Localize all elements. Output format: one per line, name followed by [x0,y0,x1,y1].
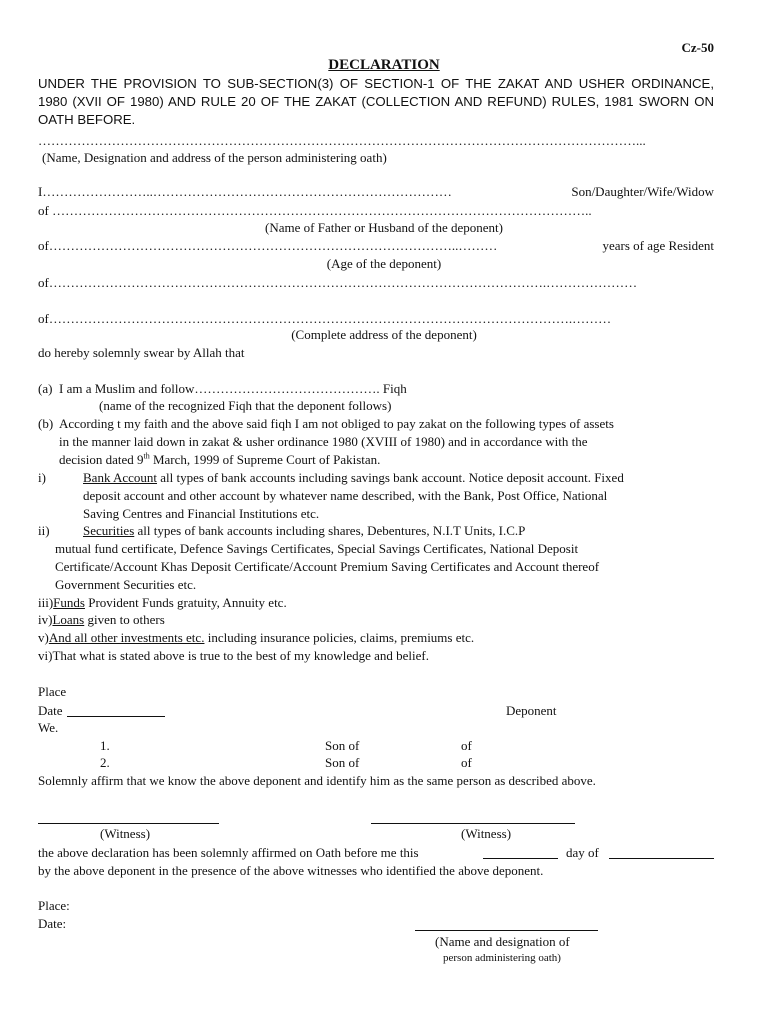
address-caption: (Complete address of the deponent) [291,327,477,342]
witness-2-signature-line[interactable] [371,823,575,824]
item-v-text: including insurance policies, claims, premiums etc. [204,630,475,645]
witness-1-signature-line[interactable] [38,823,219,824]
witness-row-1-son-of: Son of [325,738,360,753]
item-iv-text: given to others [84,612,165,627]
age-line [38,237,714,255]
oath-day-blank[interactable] [483,858,558,859]
place-label: Place [38,684,67,699]
item-v-label: v) [38,630,49,645]
father-name-blank: of …………………………………………………………………………………………………………….. [38,203,592,218]
funds-heading: Funds [53,595,85,610]
date-2-label: Date: [38,916,67,931]
oath-officer-caption: (Name, Designation and address of the person administering oath) [42,150,387,165]
item-ii-line-3: Certificate/Account Khas Deposit Certificate/Account Premium Saving Certificates and Account thereof [55,559,600,574]
item-v [38,629,474,647]
relation-options: Son/Daughter/Wife/Widow [571,184,714,199]
officer-caption-2: person administering oath) [443,952,561,964]
deponent-prefix: I [38,184,43,199]
item-i-text [83,469,714,523]
item-iv-label: iv) [38,612,53,627]
day-of-label: day of [566,845,599,860]
item-b-line-2: in the manner laid down in zakat & usher ordinance 1980 (XVIII of 1980) and in accordance with the [59,434,588,449]
bank-account-heading: Bank Account [83,470,158,485]
deponent-name-blank: ……………………..…………………………………………………………… [42,184,452,199]
officer-caption-1: (Name and designation of [435,934,570,949]
father-caption: (Name of Father or Husband of the deponent) [265,220,503,235]
intro-paragraph: UNDER THE PROVISION TO SUB-SECTION(3) OF SECTION-1 OF THE ZAKAT AND USHER ORDINANCE, 1980 (XVII OF 1980) AND RULE 20 OF THE ZAKAT (COLLECTION AND REFUND) RULES, 1981 SWORN ON OATH BEFORE. [38,76,714,127]
loans-heading: Loans [52,612,85,627]
witness-row-2-number: 2. [100,755,110,770]
age-blank: …………………………………………………………………………………..……… [48,238,498,253]
date-label: Date [38,703,63,718]
age-prefix: of [38,238,49,253]
item-ii-line-4: Government Securities etc. [55,577,197,592]
oath-month-blank[interactable] [609,858,714,859]
swear-statement: do hereby solemnly swear by Allah that [38,345,245,360]
item-b-label: (b) [38,416,54,431]
witness-row-2-of: of [461,755,472,770]
securities-heading: Securities [83,523,135,538]
deponent-label: Deponent [506,703,557,718]
age-caption: (Age of the deponent) [326,256,442,271]
affirm-statement: Solemnly affirm that we know the above deponent and identify him as the same person as described above. [38,773,596,788]
item-iii [38,594,287,612]
age-suffix: years of age Resident [602,238,714,253]
oath-statement-line-1: the above declaration has been solemnly affirmed on Oath before me this [38,845,419,860]
item-b-line-1: According t my faith and the above said fiqh I am not obliged to pay zakat on the following types of assets [59,416,614,431]
item-vi-label: vi) [38,648,53,663]
item-iii-label: iii) [38,595,54,610]
item-ii-line-1 [83,522,525,540]
address-blank-1: of…………………………………………………………………………………………………….………………… [38,275,638,290]
witness-row-2-son-of: Son of [325,755,360,770]
deponent-name-line [38,183,714,201]
item-ii-line-1-text: all types of bank accounts including shares, Debentures, N.I.T Units, I.C.P [134,523,526,538]
other-investments-heading: And all other investments etc. [48,630,205,645]
item-i-line-2: deposit account and other account by whatever name described, with the Bank, Post Office, National [83,488,608,503]
item-a-label: (a) [38,381,53,396]
item-ii-continuation [55,540,714,594]
form-code: Cz-50 [681,40,714,55]
witness-row-1-of: of [461,738,472,753]
item-vi [38,647,429,665]
item-i-line-1-text: all types of bank accounts including savings bank account. Notice deposit account. Fixed [157,470,624,485]
item-i-label: i) [38,470,46,485]
item-i-line-3: Saving Centres and Financial Institutions etc. [83,506,320,521]
witness-2-caption: (Witness) [461,826,512,841]
item-b-text [59,415,714,469]
date-input-line[interactable] [67,716,165,717]
item-iii-text: Provident Funds gratuity, Annuity etc. [84,595,287,610]
witness-1-caption: (Witness) [100,826,151,841]
oath-statement-line-2: by the above deponent in the presence of the above witnesses who identified the above deponent. [38,863,544,878]
ordinal-suffix: th [143,451,150,461]
item-vi-text: That what is stated above is true to the best of my knowledge and belief. [52,648,429,663]
item-b-line-3 [59,451,714,469]
item-i-line-1 [83,469,714,487]
witness-row-1-number: 1. [100,738,110,753]
item-b-line-3-start: decision dated 9 [59,452,144,467]
officer-signature-line[interactable] [415,930,598,931]
item-iv [38,611,165,629]
item-b-line-3-end: March, 1999 of Supreme Court of Pakistan. [149,452,381,467]
item-a-subcaption: (name of the recognized Fiqh that the deponent follows) [99,398,392,413]
address-blank-2: of………………………………………………………………………………………………………….……… [38,311,612,326]
oath-officer-blank: …………………………………………………………………………………………………………………………... [38,133,646,148]
we-label: We. [38,720,59,735]
item-ii-label: ii) [38,523,50,538]
item-ii-line-2: mutual fund certificate, Defence Savings Certificates, Special Savings Certificates, National Deposit [55,541,579,556]
form-title: DECLARATION [328,57,440,73]
item-a-text: I am a Muslim and follow……………………………………. Fiqh [59,381,407,396]
place-2-label: Place: [38,898,70,913]
